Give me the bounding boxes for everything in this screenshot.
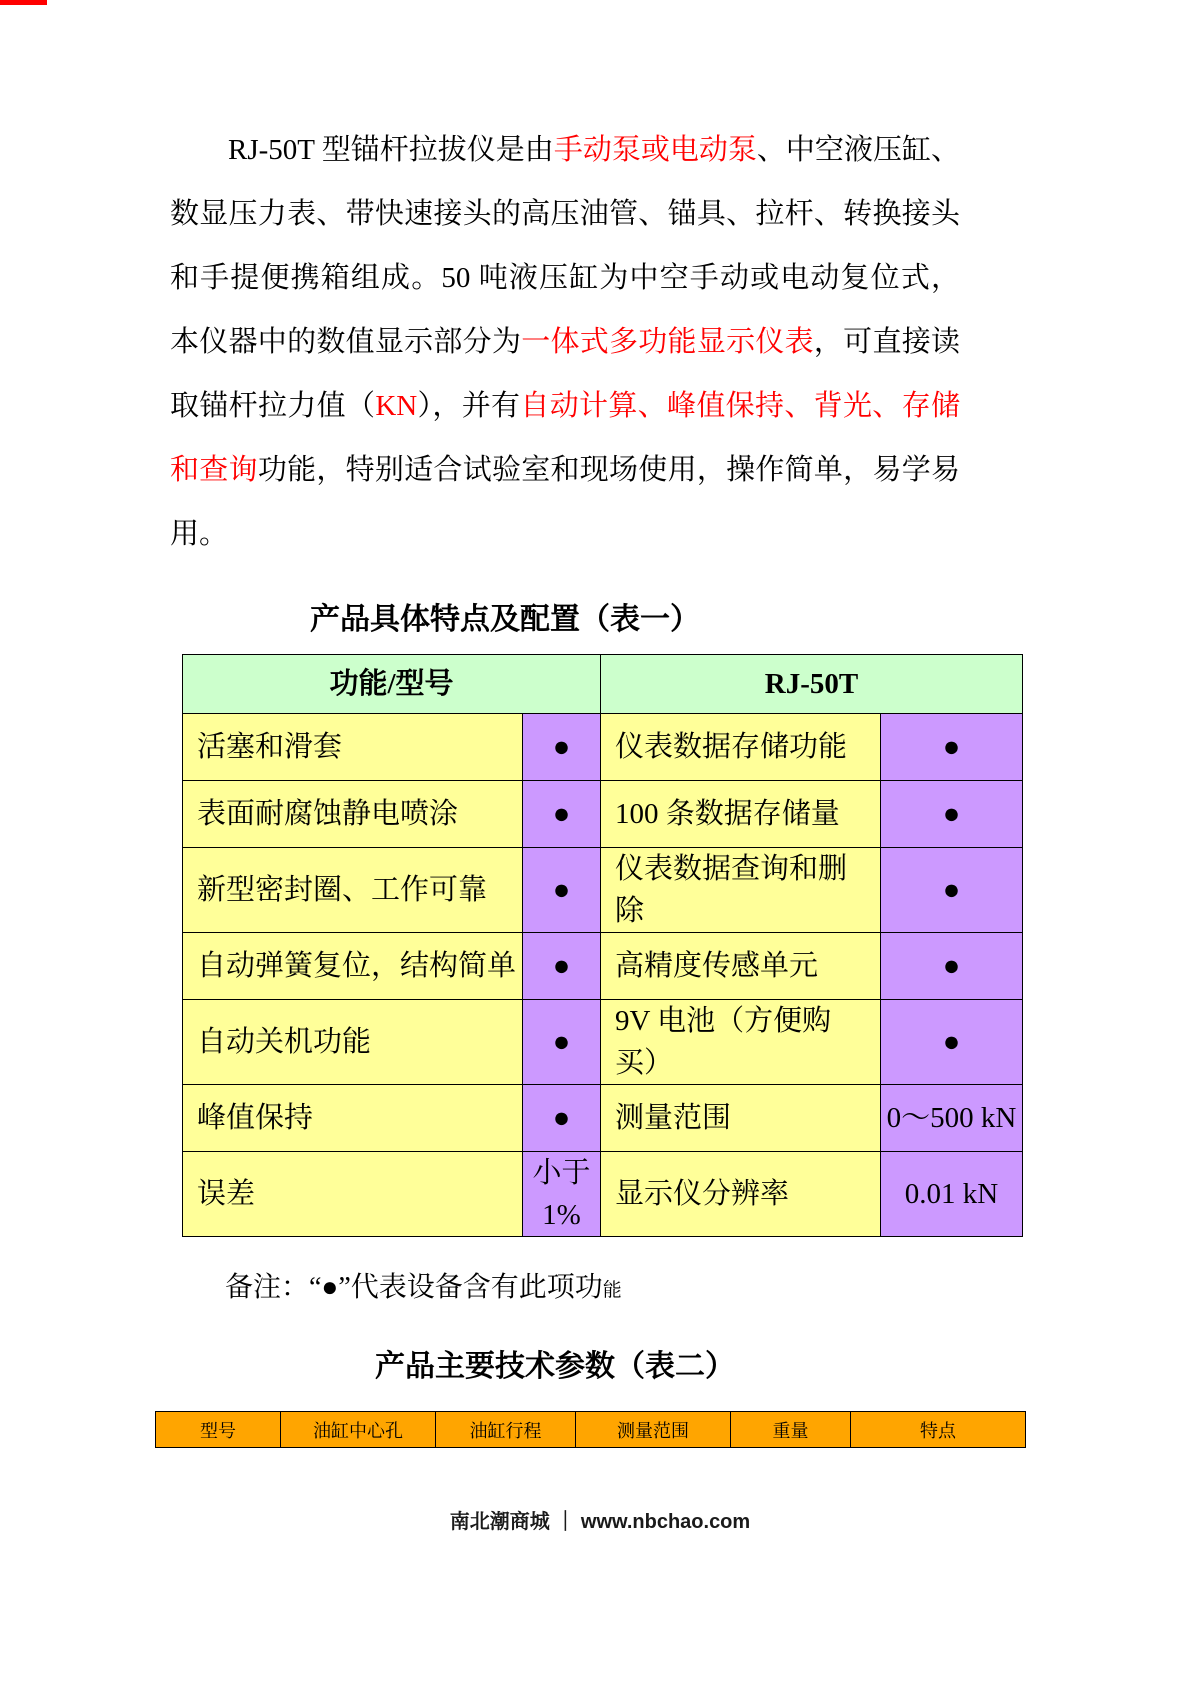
feature-value-cell: ● <box>523 1000 601 1085</box>
feature-label-cell: 高精度传感单元 <box>601 933 881 1000</box>
table1-row <box>183 714 1023 781</box>
feature-value-cell: ● <box>523 933 601 1000</box>
feature-label-cell: 新型密封圈、工作可靠 <box>183 848 523 933</box>
table1-row <box>183 848 1023 933</box>
feature-label-cell: 自动关机功能 <box>183 1000 523 1085</box>
table1-row <box>183 1085 1023 1152</box>
feature-value-cell: ● <box>523 1085 601 1152</box>
feature-value-cell: ● <box>881 848 1023 933</box>
intro-segment: RJ-50T 型锚杆拉拔仪是由 <box>228 134 554 166</box>
table2-title: 产品主要技术参数（表二） <box>375 1350 735 1384</box>
feature-value-cell: ● <box>881 781 1023 848</box>
table1-title: 产品具体特点及配置（表一） <box>310 603 700 636</box>
table2-header-row <box>156 1412 1026 1448</box>
table2-header-cell: 油缸中心孔 <box>281 1412 436 1448</box>
table2-header-cell: 型号 <box>156 1412 281 1448</box>
feature-value-cell: ● <box>881 933 1023 1000</box>
feature-label-cell: 9V 电池（方便购买） <box>601 1000 881 1085</box>
feature-value-cell: 小于 1% <box>523 1152 601 1237</box>
table2-header-cell: 重量 <box>731 1412 851 1448</box>
top-red-mark <box>0 0 47 5</box>
features-table <box>182 654 1023 1237</box>
intro-segment: 一体式多功能显示仪表 <box>521 326 814 358</box>
feature-label-cell: 表面耐腐蚀静电喷涂 <box>183 781 523 848</box>
note-text-small: 能 <box>602 1280 622 1302</box>
intro-segment: 功能，特别适合试验室和现场使用，操作简单，易学易用。 <box>170 454 960 550</box>
feature-label-cell: 测量范围 <box>601 1085 881 1152</box>
table2-header-cell: 油缸行程 <box>436 1412 576 1448</box>
feature-label-cell: 峰值保持 <box>183 1085 523 1152</box>
table1-header-left: 功能/型号 <box>183 655 601 714</box>
intro-segment: 手动泵或电动泵 <box>553 134 757 166</box>
feature-label-cell: 自动弹簧复位，结构简单 <box>183 933 523 1000</box>
feature-value-cell: ● <box>881 1000 1023 1085</box>
intro-segment: 、中空液压缸、数显压力表、带快速接头的高压油管、锚具、拉杆、转换接头和手提便携箱组成。50 吨液压缸为中空手动或电动复位式，本仪器中的数值显示部分为 <box>170 134 960 358</box>
table1-header-row <box>183 655 1023 714</box>
table1-note <box>225 1265 1200 1305</box>
feature-label-cell: 仪表数据查询和删除 <box>601 848 881 933</box>
specs-table <box>155 1411 1026 1448</box>
feature-label-cell: 100 条数据存储量 <box>601 781 881 848</box>
table1-header-right: RJ-50T <box>601 655 1023 714</box>
table1-row <box>183 781 1023 848</box>
feature-label-cell: 显示仪分辨率 <box>601 1152 881 1237</box>
intro-segment: ，可直接读取锚杆拉力值（ <box>170 326 960 422</box>
intro-segment: KN <box>375 390 418 422</box>
feature-value-cell: ● <box>523 714 601 781</box>
intro-segment: ），并有 <box>417 390 521 422</box>
table2-header-cell: 特点 <box>851 1412 1026 1448</box>
feature-label-cell: 活塞和滑套 <box>183 714 523 781</box>
feature-label-cell: 仪表数据存储功能 <box>601 714 881 781</box>
intro-segment: 自动计算、峰值保持、背光、存储和查询 <box>170 390 960 486</box>
feature-value-cell: ● <box>881 714 1023 781</box>
feature-value-cell: ● <box>523 781 601 848</box>
table2-header-cell: 测量范围 <box>576 1412 731 1448</box>
intro-paragraph <box>0 0 1200 566</box>
table1-body <box>183 714 1023 1237</box>
table1-row <box>183 933 1023 1000</box>
footer-text: 南北潮商城 ｜ www.nbchao.com <box>449 1511 751 1533</box>
note-text: 备注：“●”代表设备含有此项功 <box>225 1272 603 1304</box>
table1-row <box>183 1000 1023 1085</box>
feature-value-cell: 0～500 kN <box>881 1085 1023 1152</box>
feature-label-cell: 误差 <box>183 1152 523 1237</box>
table1-row <box>183 1152 1023 1237</box>
feature-value-cell: 0.01 kN <box>881 1152 1023 1237</box>
feature-value-cell: ● <box>523 848 601 933</box>
